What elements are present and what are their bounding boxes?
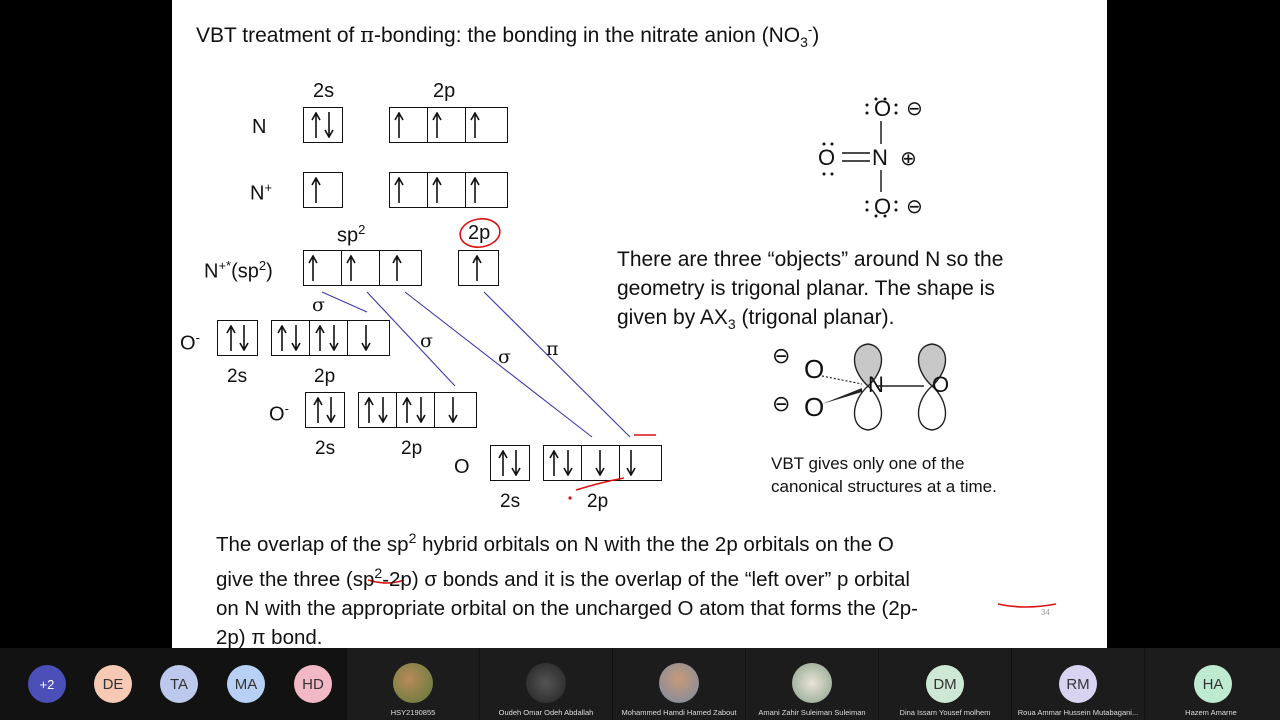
participant-tile[interactable] bbox=[1145, 648, 1280, 720]
orbital-oxygen-upper: O bbox=[804, 354, 825, 384]
participant-name: HSY2190855 bbox=[390, 708, 436, 717]
row-label-Nsp2: $N^{+*}(sp^2)$ bbox=[204, 258, 273, 283]
label-sp2: $sp^2$ bbox=[337, 222, 366, 247]
explanation-paragraph: The overlap of the $sp^2$ hybrid orbitals on N with the the 2p orbitals on the O give the three $(sp^2-2p)$ σ bonds and it is the overlap of the “left over” p orbital on N with the appropriate orbital on the uncharged O atom that forms the (2p- 2p) π bond. bbox=[216, 530, 918, 648]
participant-name: Roua Ammar Hussein Mutabagani... bbox=[1017, 708, 1139, 717]
participant-name: Mohammed Hamdi Hamed Zabout bbox=[621, 708, 737, 717]
header-2s: 2s bbox=[313, 80, 335, 102]
presentation-slide bbox=[172, 0, 1107, 648]
orbital-nitrogen: N bbox=[868, 372, 884, 397]
more-participants-button[interactable]: +2 bbox=[28, 665, 66, 703]
participant-avatar[interactable]: DE bbox=[94, 665, 132, 703]
minus-charge-icon: ⊖ bbox=[772, 344, 791, 369]
minus-charge-icon: ⊖ bbox=[906, 194, 923, 218]
participant-name: Amani Zahir Suleiman Suleiman bbox=[758, 708, 866, 717]
participant-photo bbox=[792, 663, 832, 703]
row-label-O: O bbox=[454, 456, 470, 478]
vbt-note: VBT gives only one of the canonical structures at a time. bbox=[771, 454, 997, 496]
participant-tile[interactable] bbox=[746, 648, 878, 720]
participant-tile[interactable] bbox=[613, 648, 745, 720]
slide-title: VBT treatment of π-bonding: the bonding in the nitrate anion $(NO_3^-)$ bbox=[196, 22, 820, 51]
plus-charge-icon: ⊕ bbox=[900, 146, 917, 170]
label-2s: 2s bbox=[227, 366, 248, 387]
participant-tile[interactable] bbox=[347, 648, 479, 720]
participant-avatar[interactable]: HD bbox=[294, 665, 332, 703]
participant-strip bbox=[0, 648, 1280, 720]
row-label-O-minus-1: O- bbox=[180, 330, 200, 355]
minus-charge-icon: ⊖ bbox=[906, 96, 923, 120]
label-2s: 2s bbox=[500, 491, 521, 512]
participant-avatar[interactable]: TA bbox=[160, 665, 198, 703]
participant-name: Oudeh Omar Odeh Abdallah bbox=[498, 708, 594, 717]
participant-tile[interactable] bbox=[879, 648, 1011, 720]
sigma-label: σ bbox=[420, 330, 433, 352]
row-label-N: N bbox=[252, 116, 267, 138]
pi-label: π bbox=[546, 338, 559, 360]
geometry-text: There are three “objects” around N so the geometry is trigonal planar. The shape is given by $AX_3$ (trigonal planar). bbox=[617, 248, 1004, 333]
label-2p: 2p bbox=[587, 491, 609, 512]
sigma-label: σ bbox=[498, 346, 511, 368]
participant-avatar[interactable]: MA bbox=[227, 665, 265, 703]
participant-tile[interactable] bbox=[1012, 648, 1144, 720]
participant-name: Hazem Amarne bbox=[1185, 708, 1237, 717]
slide-number: 34 bbox=[1041, 608, 1050, 617]
participant-avatar: RM bbox=[1059, 665, 1097, 703]
participant-photo bbox=[659, 663, 699, 703]
participant-photo bbox=[393, 663, 433, 703]
participant-name: Dina Issam Yousef molhem bbox=[899, 708, 991, 717]
orbital-oxygen-lower: O bbox=[804, 392, 825, 422]
lewis-oxygen-bottom: O bbox=[874, 194, 892, 219]
label-2p: 2p bbox=[314, 366, 336, 387]
sigma-label: σ bbox=[312, 294, 325, 316]
participant-tile[interactable] bbox=[480, 648, 612, 720]
row-label-Nplus: N+ bbox=[250, 180, 273, 205]
participant-photo bbox=[526, 663, 566, 703]
minus-charge-icon: ⊖ bbox=[772, 392, 791, 417]
participant-avatar: HA bbox=[1194, 665, 1232, 703]
header-2p: 2p bbox=[433, 80, 456, 102]
participant-avatar: DM bbox=[926, 665, 964, 703]
lewis-oxygen-top: O bbox=[874, 96, 892, 121]
label-2s: 2s bbox=[315, 438, 336, 459]
row-label-O-minus-2: O- bbox=[269, 401, 289, 426]
label-2p-circled: 2p bbox=[468, 222, 491, 244]
lewis-nitrogen: N bbox=[872, 145, 888, 170]
orbital-oxygen-right: O bbox=[932, 372, 950, 397]
lewis-oxygen-left: O bbox=[818, 145, 836, 170]
label-2p: 2p bbox=[401, 438, 423, 459]
